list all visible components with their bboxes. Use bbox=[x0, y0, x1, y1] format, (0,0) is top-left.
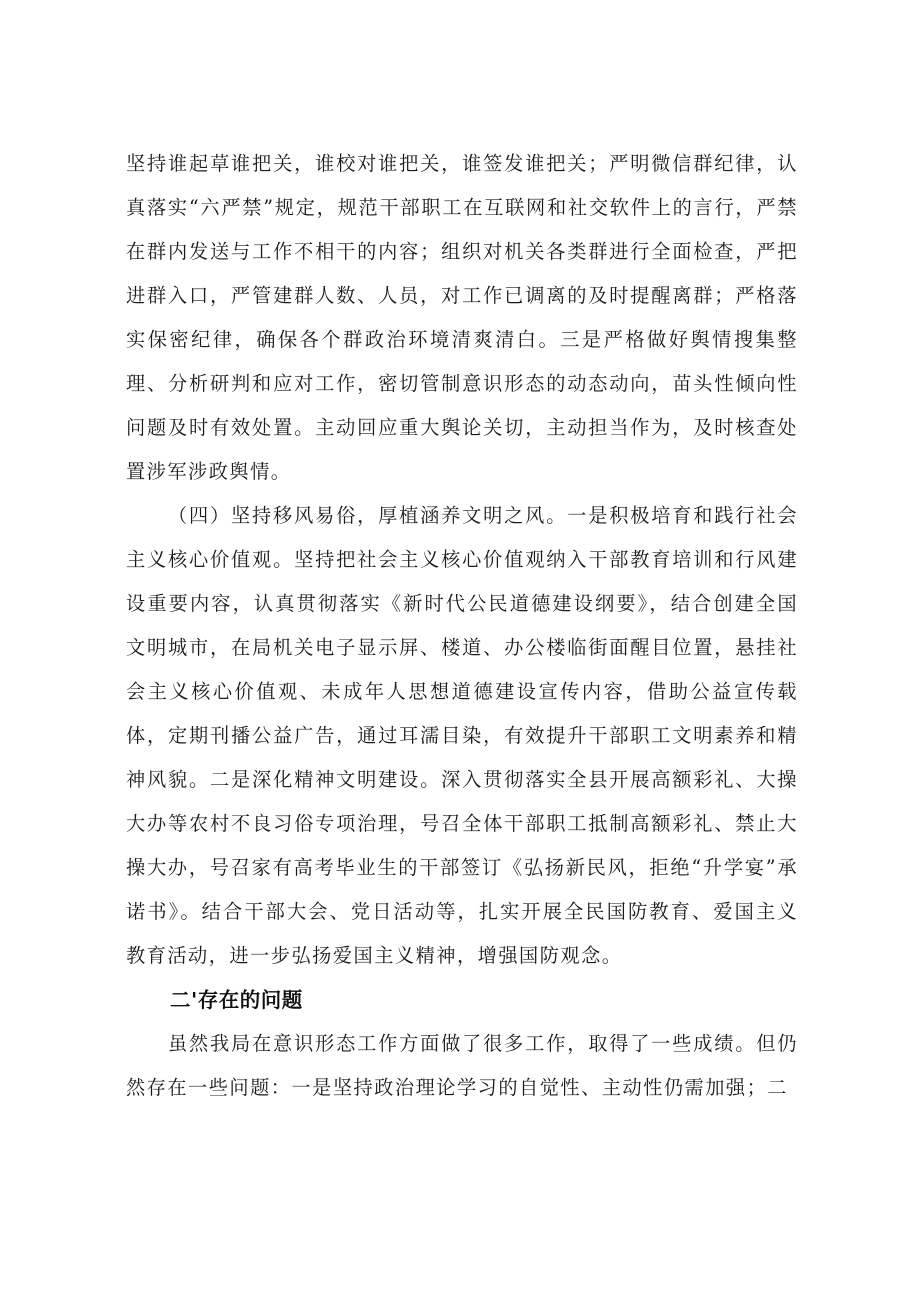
section-heading: 二'存在的问题 bbox=[170, 988, 303, 1012]
text-line: 会主义核心价值观。坚持把社会主义核心价值观纳入干部教育培训和行风 bbox=[126, 504, 798, 571]
text-line: 义教育活动，进一步弘扬爱国主义精神，增强国防观念。 bbox=[126, 900, 798, 967]
text-line: 操大办，号召家有高考毕业生的干部签订《弘扬新民风，拒绝“升学宴” bbox=[126, 856, 778, 879]
text-line: （四）坚持移风易俗，厚植涵养文明之风。一是积极培育和践行社 bbox=[168, 504, 778, 527]
text-line: 社会主义核心价值观、未成年人思想道德建设宣传内容，借助公益宣传载 bbox=[126, 636, 798, 703]
text-line: 承诺书》。结合干部大会、党日活动等，扎实开展全民国防教育、爱国主 bbox=[126, 856, 799, 923]
text-line: 禁在群内发送与工作不相干的内容；组织对机关各类群进行全面检查，严 bbox=[126, 196, 798, 263]
document-body bbox=[126, 142, 798, 1110]
text-line: 然存在一些问题：一是坚持政治理论学习的自觉性、主动性仍需加强；二 bbox=[126, 1076, 788, 1099]
text-line: 把进群入口，严管建群人数、人员，对工作已调离的及时提醒离群；严格 bbox=[126, 240, 798, 307]
text-line: 体，定期刊播公益广告，通过耳濡目染，有效提升干部职工文明素养和精 bbox=[126, 724, 798, 747]
text-line: 大办等农村不良习俗专项治理，号召全体干部职工抵制高额彩礼、禁止大 bbox=[126, 812, 798, 835]
text-line: 真落实“六严禁”规定，规范干部职工在互联网和社交软件上的言行，严 bbox=[126, 196, 778, 219]
text-line: 虽然我局在意识形态工作方面做了很多工作，取得了一些成绩。但仍 bbox=[168, 1032, 798, 1055]
text-line: 置涉军涉政舆情。 bbox=[126, 460, 292, 483]
text-line: 落实保密纪律，确保各个群政治环境清爽清白。三是严格做好舆情搜集整 bbox=[126, 284, 798, 351]
text-line: 建设重要内容，认真贯彻落实《新时代公民道德建设纲要》，结合创建全 bbox=[126, 548, 798, 615]
paragraph-civilization-customs bbox=[126, 494, 798, 978]
text-line: 国文明城市，在局机关电子显示屏、楼道、办公楼临街面醒目位置，悬挂 bbox=[126, 592, 798, 659]
text-line: 理、分析研判和应对工作，密切管制意识形态的动态动向，苗头性倾向性 bbox=[126, 372, 798, 395]
text-line: 问题及时有效处置。主动回应重大舆论关切，主动担当作为，及时核查处 bbox=[126, 416, 798, 439]
paragraph-ideology-work-continued bbox=[126, 142, 798, 494]
text-line: 神风貌。二是深化精神文明建设。深入贯彻落实全县开展高额彩礼、大操 bbox=[126, 768, 798, 791]
text-line: 坚持谁起草谁把关，谁校对谁把关，谁签发谁把关；严明微信群纪律，认 bbox=[126, 152, 798, 175]
paragraph-existing-problems bbox=[126, 1022, 798, 1110]
